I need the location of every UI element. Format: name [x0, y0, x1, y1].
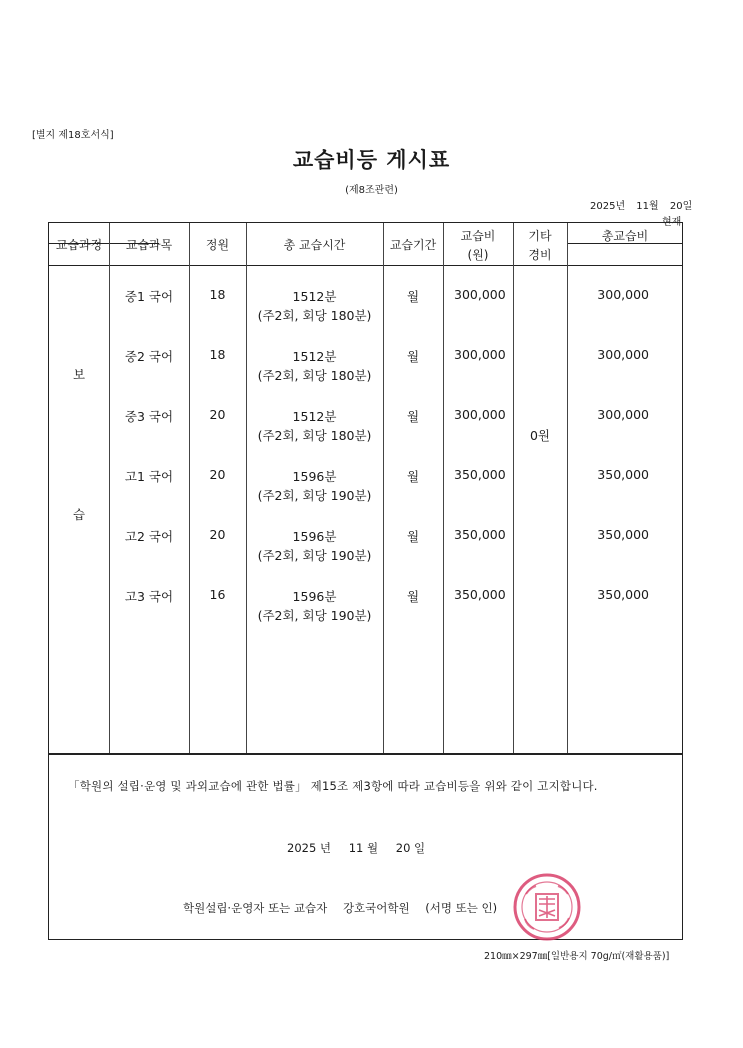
row-time: 1512분 [292, 409, 337, 424]
signature-month: 11 월 [348, 841, 379, 855]
row-fee: 350,000 [454, 467, 506, 482]
header-subject: 교습과목 [125, 238, 173, 252]
row-period: 월 [406, 469, 420, 484]
col-divider [567, 223, 568, 753]
header-course: 교습과정 [55, 238, 103, 252]
row-subject: 고2 국어 [124, 529, 174, 544]
course-name-char: 습 [72, 507, 86, 522]
operator-line [183, 900, 509, 916]
official-seal-icon [512, 872, 582, 942]
row-subject: 중3 국어 [124, 409, 174, 424]
row-period: 월 [406, 589, 420, 604]
fee-table-frame [48, 222, 683, 940]
row-capacity: 20 [209, 527, 226, 542]
row-fee: 300,000 [454, 347, 506, 362]
header-date [590, 197, 692, 212]
row-period: 월 [406, 349, 420, 364]
legal-notice: 「학원의 설립·운영 및 과외교습에 관한 법률」 제15조 제3항에 따라 교습비등을 위와 같이 고지합니다. [68, 779, 598, 793]
signature-date [287, 840, 439, 856]
col-divider [513, 223, 514, 753]
header-period: 교습기간 [389, 238, 437, 252]
row-capacity: 20 [209, 467, 226, 482]
paper-spec: 210㎜×297㎜[일반용지 70g/㎡(재활용품)] [484, 951, 670, 962]
row-period: 월 [406, 409, 420, 424]
row-total: 350,000 [597, 467, 649, 482]
row-time-detail: (주2회, 회당 190분) [257, 488, 372, 503]
header-capacity: 정원 [205, 238, 230, 252]
row-capacity: 18 [209, 287, 226, 302]
header-bottom-rule [49, 265, 683, 266]
signature-year: 2025 년 [287, 841, 332, 855]
row-total: 300,000 [597, 407, 649, 422]
row-total: 300,000 [597, 287, 649, 302]
row-total: 350,000 [597, 527, 649, 542]
row-time-detail: (주2회, 회당 180분) [257, 308, 372, 323]
row-capacity: 16 [209, 587, 226, 602]
page-subtitle: (제8조관련) [345, 185, 398, 196]
row-subject: 중1 국어 [124, 289, 174, 304]
header-date-month: 11월 [636, 201, 659, 212]
row-subject: 고3 국어 [124, 589, 174, 604]
header-other: 기타 [528, 229, 552, 243]
col-divider [443, 223, 444, 753]
header-other-2: 경비 [528, 248, 552, 262]
row-total: 300,000 [597, 347, 649, 362]
row-time-detail: (주2회, 회당 190분) [257, 548, 372, 563]
row-time: 1596분 [292, 589, 337, 604]
row-period: 월 [406, 289, 420, 304]
form-number: [별지 제18호서식] [32, 130, 114, 141]
row-fee: 350,000 [454, 527, 506, 542]
row-subject: 고1 국어 [124, 469, 174, 484]
row-fee: 300,000 [454, 407, 506, 422]
row-subject: 중2 국어 [124, 349, 174, 364]
table-bottom-rule [49, 753, 683, 755]
signature-day: 20 일 [395, 841, 426, 855]
sign-label: (서명 또는 인) [425, 901, 498, 915]
row-capacity: 18 [209, 347, 226, 362]
as-of-label: 현재 [662, 217, 682, 228]
row-time: 1596분 [292, 469, 337, 484]
header-fee-unit: (원) [467, 248, 489, 262]
course-name-char: 보 [72, 367, 86, 382]
other-expense-value: 0원 [529, 428, 551, 443]
row-time: 1512분 [292, 349, 337, 364]
row-period: 월 [406, 529, 420, 544]
operator-role: 학원설립·운영자 또는 교습자 [183, 901, 328, 915]
header-total-time: 총 교습시간 [283, 238, 346, 252]
header-date-year: 2025년 [590, 201, 626, 212]
row-time: 1512분 [292, 289, 337, 304]
row-total: 350,000 [597, 587, 649, 602]
row-fee: 300,000 [454, 287, 506, 302]
header-fee: 교습비 [460, 229, 496, 243]
row-time-detail: (주2회, 회당 180분) [257, 428, 372, 443]
academy-name: 강호국어학원 [342, 901, 410, 915]
row-time: 1596분 [292, 529, 337, 544]
row-fee: 350,000 [454, 587, 506, 602]
header-total-fee: 총교습비 [601, 229, 649, 243]
page-title: 교습비등 게시표 [292, 148, 451, 172]
col-divider [189, 223, 190, 753]
header-date-day: 20일 [669, 201, 693, 212]
row-capacity: 20 [209, 407, 226, 422]
row-time-detail: (주2회, 회당 180분) [257, 368, 372, 383]
row-time-detail: (주2회, 회당 190분) [257, 608, 372, 623]
